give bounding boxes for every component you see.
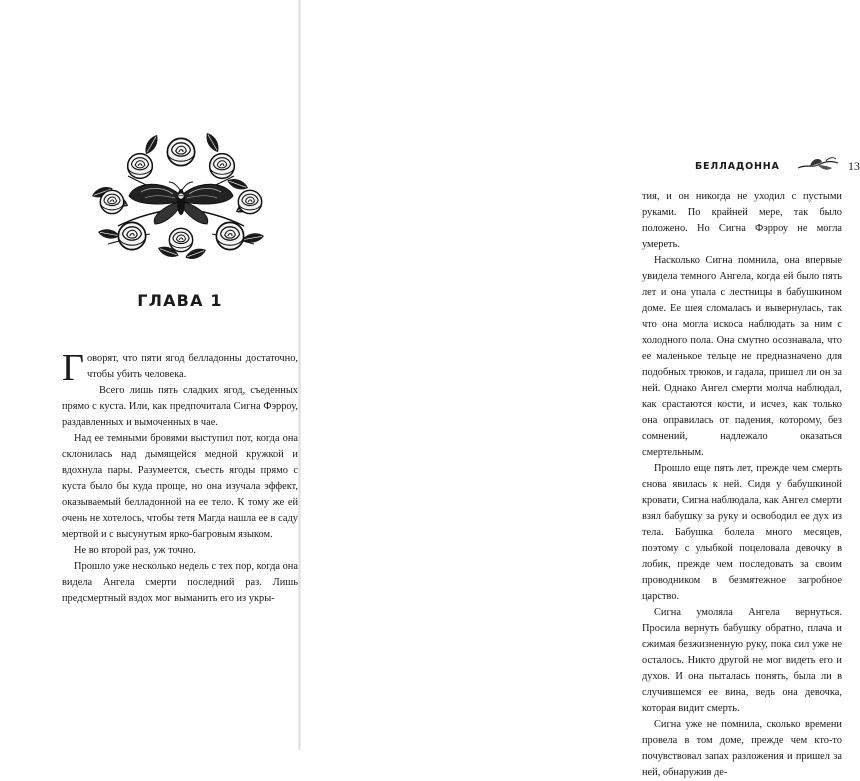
paragraph-3: Прошло еще пять лет, прежде чем смерть снова явилась к ней. Сидя у бабушкиной кровати, Сигна наблюдала, как Ангел смерти взял бабушку за руку и освободил ее дух из тела. Бабушка болела много месяцев, поэтому с улыбкой поцеловала девочку в лобик, прежде чем последовать за своим проводником в безмятежное загробное царство. [642,463,842,602]
chapter-title: ГЛАВА 1 [137,291,223,310]
paragraph-3: Над ее темными бровями выступил пот, когда она склонилась над дымящейся медной кружкой и вдохнула пары. Разумеется, съесть ягоды прямо с куста было бы куда проще, но она изучала эффект, оказываемый белладонной на ее тело. К тому же ей очень не хотелось, чтобы тетя Магда нашла ее в саду мертвой и с высунутым ярко-багровым языком. [62,433,298,540]
left-body-text [62,347,298,607]
drop-cap: Г [62,347,84,389]
paragraph-1: тия, и он никогда не уходил с пустыми руками. По крайней мере, так было положено. Но Сигна Фэрроу не могла умереть. [642,191,842,250]
right-page [300,0,860,778]
paragraph-text: оворят, что пяти ягод белладонны достаточно, чтобы убить человека. [86,353,298,380]
page-number: 13 [848,159,860,173]
paragraph-4: Сигна умоляла Ангела вернуться. Просила вернуть бабушку обратно, плача и сжимая безжизненную руку, пока сил уже не осталось. Никто другой не мог видеть его и духов. И она пыталась понять, была ли в случившемся ее вина, ведь она девочка, которая видит смерть. [642,607,842,714]
roses-moth-illustration [88,136,274,262]
paragraph-4: Не во второй раз, уж точно. [74,545,196,556]
running-head: БЕЛЛАДОННА [695,161,780,172]
right-body-text [642,189,842,781]
paragraph-2: Насколько Сигна помнила, она впервые увидела темного Ангела, когда ей было пять лет и она упала с лестницы в бабушкином доме. Ее шея сломалась и вывернулась, так что она могла искоса наблюдать за ним с холодного пола. Она смутно осознавала, что ее маленькое тельце не предназначено для подобных трюков, и гадала, пришел ли он за ней. Однако Ангел смерти молча наблюдал, как срастаются кости, и исчез, как только она оправилась от падения, которому, без сомнений, надлежало оказаться смертельным. [642,255,842,458]
paragraph-2: Всего лишь пять сладких ягод, съеденных прямо с куста. Или, как предпочитала Сигна Фэрроу, раздавленных и вымоченных в чае. [62,385,298,428]
left-page [0,0,298,750]
paragraph-1 [62,347,298,389]
paragraph-5: Сигна уже не помнила, сколько времени провела в том доме, прежде чем кто-то почувствовал запах разложения и пришел за ней, обнаружив де- [642,719,842,778]
moth-flourish-icon [796,156,840,174]
paragraph-5: Прошло уже несколько недель с тех пор, когда она видела Ангела смерти последний раз. Лишь предсмертный вздох мог выманить его из укры- [62,561,298,604]
